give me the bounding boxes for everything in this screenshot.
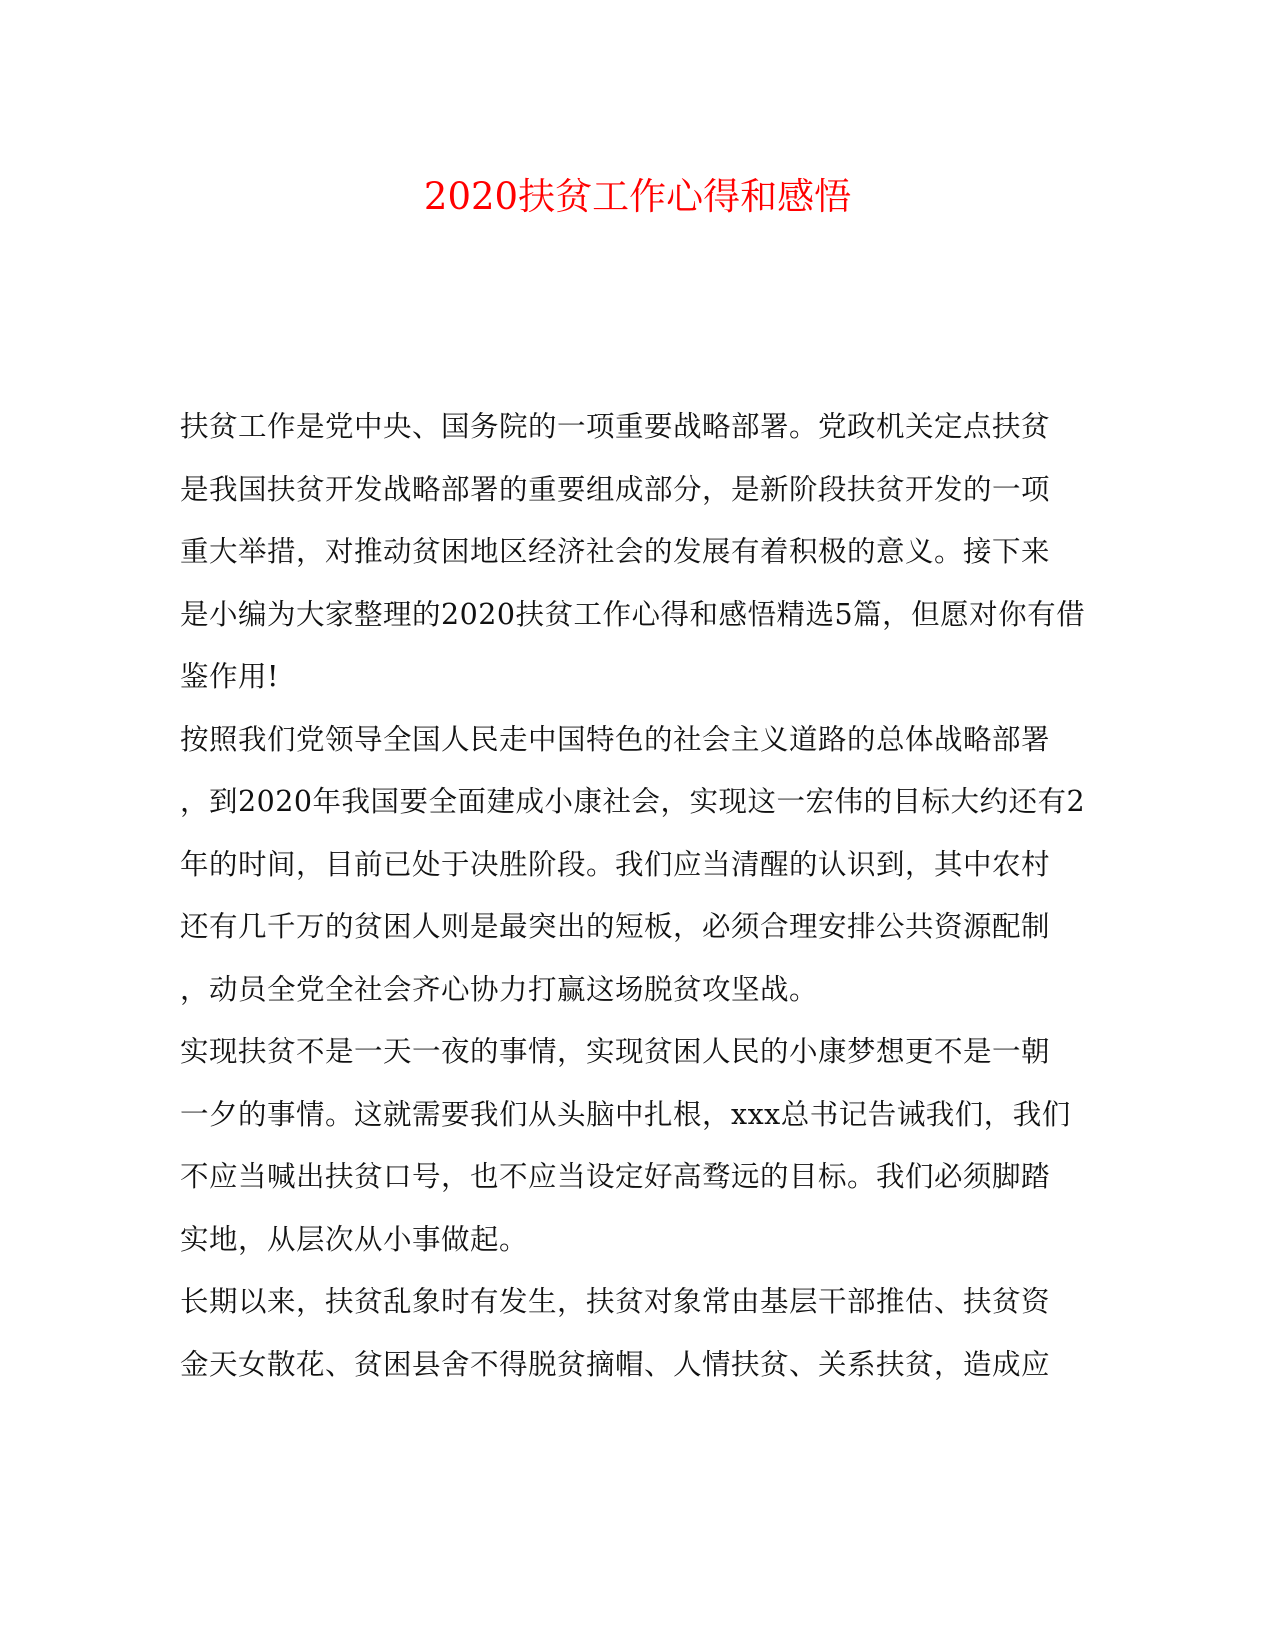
text-line: 实地，从层次从小事做起。 xyxy=(180,1222,529,1256)
text-line: 实现扶贫不是一天一夜的事情，实现贫困人民的小康梦想更不是一朝 xyxy=(180,1035,1051,1068)
text-line: 是小编为大家整理的2020扶贫工作心得和感悟精选5篇，但愿对你有借 xyxy=(180,597,1086,631)
text-line: 一夕的事情。这就需要我们从头脑中扎根，xxx总书记告诫我们，我们 xyxy=(180,1097,1071,1131)
document-body xyxy=(180,396,1086,1396)
document-title: 2020扶贫工作心得和感悟 xyxy=(423,175,852,218)
text-line: 年的时间，目前已处于决胜阶段。我们应当清醒的认识到，其中农村 xyxy=(180,847,1051,881)
text-line: 不应当喊出扶贫口号，也不应当设定好高骛远的目标。我们必须脚踏 xyxy=(180,1160,1051,1193)
text-line: 扶贫工作是党中央、国务院的一项重要战略部署。党政机关定点扶贫 xyxy=(180,410,1051,443)
text-line: ，动员全党全社会齐心协力打赢这场脱贫攻坚战。 xyxy=(180,972,819,1006)
text-line: ，到2020年我国要全面建成小康社会，实现这一宏伟的目标大约还有2 xyxy=(180,785,1086,818)
text-line: 重大举措，对推动贫困地区经济社会的发展有着积极的意义。接下来 xyxy=(180,535,1051,568)
text-line: 金天女散花、贫困县舍不得脱贫摘帽、人情扶贫、关系扶贫，造成应 xyxy=(180,1347,1051,1381)
text-line: 是我国扶贫开发战略部署的重要组成部分，是新阶段扶贫开发的一项 xyxy=(180,472,1051,506)
text-line: 按照我们党领导全国人民走中国特色的社会主义道路的总体战略部署 xyxy=(180,722,1051,756)
text-line: 还有几千万的贫困人则是最突出的短板，必须合理安排公共资源配制 xyxy=(180,910,1051,943)
text-line: 长期以来，扶贫乱象时有发生，扶贫对象常由基层干部推估、扶贫资 xyxy=(180,1285,1051,1318)
text-line: 鉴作用! xyxy=(180,660,279,693)
